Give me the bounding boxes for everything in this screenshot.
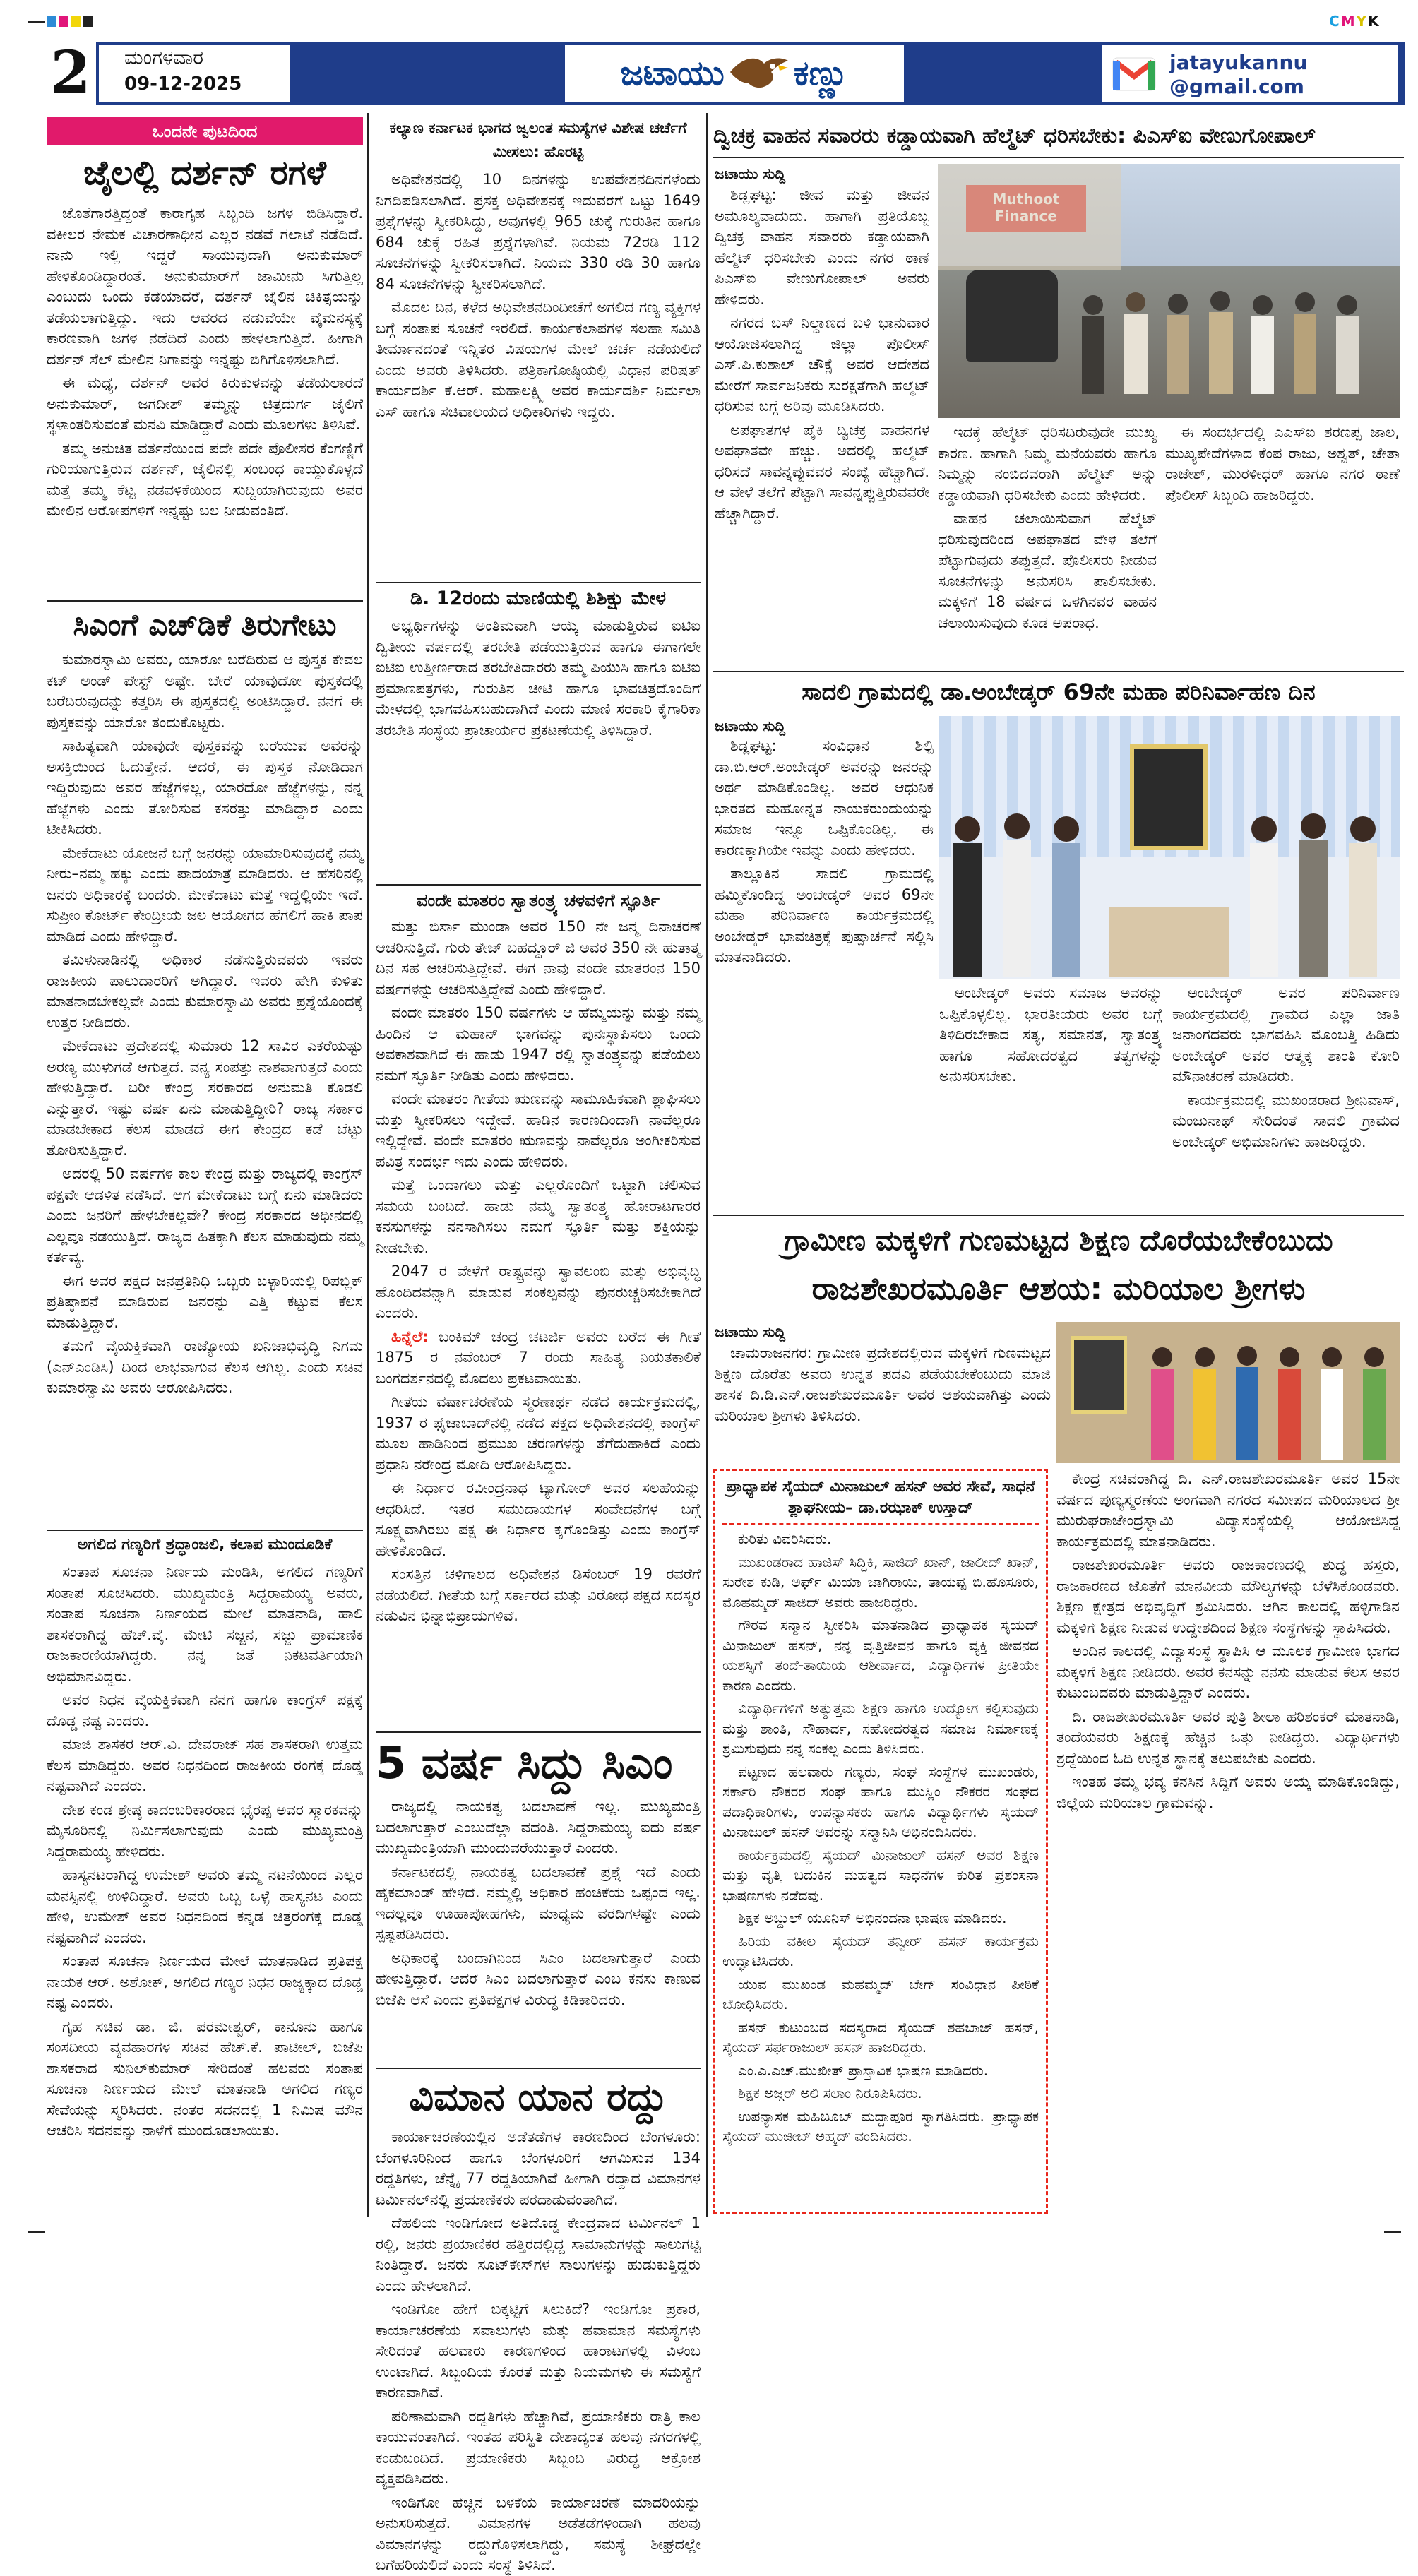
paragraph: ತಾಲ್ಲೂಕಿನ ಸಾದಲಿ ಗ್ರಾಮದಲ್ಲಿ ಹಮ್ಮಿಕೊಂಡಿದ್ದ ಅಂಬೇಡ್ಕರ್ ಅವರ 69ನೇ ಮಹಾ ಪರಿನಿರ್ವಾಣ ಕಾರ್ಯಕ್ರಮದಲ್ಲಿ ಅಂಬೇಡ್ಕರ್ ಭಾವಚಿತ್ರಕ್ಕೆ ಪುಷ್ಪಾರ್ಚನೆ ಸಲ್ಲಿಸಿ ಮಾತನಾಡಿದರು. [715, 865, 934, 965]
article-hdk [47, 650, 363, 1525]
paragraph: ಮಾಜಿ ಶಾಸಕರ ಆರ್.ವಿ. ದೇವರಾಜ್ ಸಹ ಶಾಸಕರಾಗಿ ಉತ್ತಮ ಕೆಲಸ ಮಾಡಿದ್ದರು. ಅವರ ನಿಧನದಿಂದ ರಾಜಕೀಯ ರಂಗಕ್ಕೆ ದೊಡ್ಡ ನಷ್ಟವಾಗಿದೆ ಎಂದರು. [47, 1736, 363, 1794]
paragraph: ಅಂಬೇಡ್ಕರ್ ಅವರು ಸಮಾಜ ಅವರನ್ನು ಒಪ್ಪಿಕೊಳ್ಳಲಿಲ್ಲ. ಭಾರತೀಯರು ಅವರ ಬಗ್ಗೆ ತಿಳಿದಿರಬೇಕಾದ ಸತ್ಯ, ಸಮಾನತೆ, ಸ್ವಾತಂತ್ರ್ಯ ಹಾಗೂ ಸಹೋದರತ್ವದ ತತ್ವಗಳನ್ನು ಅನುಸರಿಸಬೇಕು. [939, 984, 1162, 1085]
boxed-headline: ಪ್ರಾಧ್ಯಾಪಕ ಸೈಯದ್ ಮಿನಾಜುಲ್ ಹಸನ್ ಅವರ ಸೇವೆ, ಸಾಧನೆ ಶ್ಲಾಘನೀಯ– ಡಾ.ರಝಾಕ್ ಉಸ್ತಾದ್ [722, 1477, 1039, 1525]
byline: ಜಟಾಯು ಸುದ್ದಿ [715, 165, 786, 182]
paragraph: ಹಿರಿಯ ವಕೀಲ ಸೈಯದ್ ತನ್ವೀರ್ ಹಸನ್ ಕಾರ್ಯಕ್ರಮ ಉದ್ಘಾಟಿಸಿದರು. [722, 1932, 1039, 1969]
paragraph: ಅದರಲ್ಲಿ 50 ವರ್ಷಗಳ ಕಾಲ ಕೇಂದ್ರ ಮತ್ತು ರಾಜ್ಯದಲ್ಲಿ ಕಾಂಗ್ರೆಸ್ ಪಕ್ಷವೇ ಆಡಳಿತ ನಡೆಸಿದೆ. ಆಗ ಮೇಕೆದಾಟು ಬಗ್ಗೆ ಏನು ಮಾಡಿದರು ಎಂದು ಜನರಿಗೆ ಹೇಳಬೇಕಲ್ಲವೇ? ಕೇಂದ್ರ ಸರಕಾರದ ಅಧೀನದಲ್ಲಿ ಎಲ್ಲವೂ ನಡೆಯುತ್ತಿದೆ. ರಾಜ್ಯದ ಹಿತಕ್ಕಾಗಿ ಕೆಲಸ ಮಾಡುವುದು ನಮ್ಮ ಕರ್ತವ್ಯ. [47, 1165, 363, 1265]
headline-hdk: ಸಿಎಂಗೆ ಎಚ್‌ಡಿಕೆ ತಿರುಗೇಟು [47, 600, 363, 647]
paragraph: ಸಾಹಿತ್ಯವಾಗಿ ಯಾವುದೇ ಪುಸ್ತಕವನ್ನು ಬರೆಯುವ ಅವರನ್ನು ಅಸಕ್ತಿಯಿಂದ ಓದುತ್ತೇನೆ. ಆದರೆ, ಈ ಪುಸ್ತಕ ನೋಡಿದಾಗ ಇದ್ದಿರುವುದು ಅವರ ಹೆಜ್ಜೆಗಳಲ್ಲ, ಯಾರದೋ ಹೆಜ್ಜೆಗಳನ್ನು, ನನ್ನ ಹೆಜ್ಜೆಗಳು ಎಂದು ತೋರಿಸುವ ಕಸರತ್ತು ಮಾಡಿದ್ದಾರೆ ಎಂದು ಟೀಕಿಸಿದರು. [47, 737, 363, 837]
article-apprentice-fair [376, 616, 701, 881]
paragraph: ಅಂದಿನ ಕಾಲದಲ್ಲಿ ವಿದ್ಯಾಸಂಸ್ಥೆ ಸ್ಥಾಪಿಸಿ ಆ ಮೂಲಕ ಗ್ರಾಮೀಣ ಭಾಗದ ಮಕ್ಕಳಿಗೆ ಶಿಕ್ಷಣ ನೀಡಿದರು. ಅವರ ಕನಸನ್ನು ನನಸು ಮಾಡುವ ಕೆಲಸ ಅವರ ಕುಟುಂಬದವರು ಮಾಡುತ್ತಿದ್ದಾರೆ ಎಂದರು. [1056, 1642, 1400, 1701]
headline-flights-cancelled: ವಿಮಾನ ಯಾನ ರದ್ದು [376, 2068, 701, 2124]
paragraph: ಸಂಸತ್ತಿನ ಚಳಿಗಾಲದ ಅಧಿವೇಶನ ಡಿಸೆಂಬರ್ 19 ರವರೆಗೆ ನಡೆಯಲಿದೆ. ಗೀತೆಯ ಬಗ್ಗೆ ಸರ್ಕಾರದ ಮತ್ತು ವಿರೋಧ ಪಕ್ಷದ ಸದಸ್ಯರ ನಡುವಿನ ಭಿನ್ನಾಭಿಪ್ರಾಯಗಳಿವೆ. [376, 1566, 701, 1624]
crop-mark-bottom-left [28, 2231, 45, 2233]
headline-education-line1: ಗ್ರಾಮೀಣ ಮಕ್ಕಳಿಗೆ ಗುಣಮಟ್ಟದ ಶಿಕ್ಷಣ ದೊರೆಯಬೇಕೆಂಬುದು [713, 1215, 1404, 1265]
eagle-icon [729, 51, 790, 96]
paragraph [376, 1327, 701, 1390]
paragraph: ಶಿಕ್ಷಕ ಅಬ್ದುಲ್ ಯೂನಿಸ್ ಅಭಿನಂದನಾ ಭಾಷಣ ಮಾಡಿದರು. [738, 1909, 1007, 1926]
paragraph: ಚಾಮರಾಜನಗರ: ಗ್ರಾಮೀಣ ಪ್ರದೇಶದಲ್ಲಿರುವ ಮಕ್ಕಳಿಗೆ ಗುಣಮಟ್ಟದ ಶಿಕ್ಷಣ ದೊರೆತು ಅವರು ಉನ್ನತ ಪದವಿ ಪಡೆಯಬೇಕೆಂಬುದು ಮಾಜಿ ಶಾಸಕ ದಿ.ಡಿ.ಎನ್.ರಾಜಶೇಖರಮೂರ್ತಿ ಅವರ ಆಶಯವಾಗಿತ್ತು ಎಂದು ಮರಿಯಾಲ ಶ್ರೀಗಳು ತಿಳಿಸಿದರು. [715, 1344, 1051, 1424]
paragraph: ರಾಜ್ಯದಲ್ಲಿ ನಾಯಕತ್ವ ಬದಲಾವಣೆ ಇಲ್ಲ. ಮುಖ್ಯಮಂತ್ರಿ ಬದಲಾಗುತ್ತಾರೆ ಎಂಬುದೆಲ್ಲಾ ವದಂತಿ. ಸಿದ್ದರಾಮಯ್ಯ ಐದು ವರ್ಷ ಮುಖ್ಯಮಂತ್ರಿಯಾಗಿ ಮುಂದುವರೆಯುತ್ತಾರೆ ಎಂದರು. [376, 1798, 701, 1856]
boxed-story [713, 1469, 1048, 2214]
paragraph: ಮೊದಲ ದಿನ, ಕಳೆದ ಅಧಿವೇಶನದಿಂದೀಚೆಗೆ ಅಗಲಿದ ಗಣ್ಯ ವ್ಯಕ್ತಿಗಳ ಬಗ್ಗೆ ಸಂತಾಪ ಸೂಚನೆ ಇರಲಿದೆ. ಕಾರ್ಯಕಲಾಪಗಳ ಸಲಹಾ ಸಮಿತಿ ತೀರ್ಮಾನದಂತೆ ಇನ್ನಿತರ ವಿಷಯಗಳ ಮೇಲೆ ಚರ್ಚೆ ನಡೆಯಲಿದೆ ಎಂದು ಅವರು ತಿಳಿಸಿದರು. ಪತ್ರಿಕಾಗೋಷ್ಠಿಯಲ್ಲಿ ವಿಧಾನ ಪರಿಷತ್ ಕಾರ್ಯದರ್ಶಿ ಕೆ.ಆರ್. ಮಹಾಲಕ್ಷ್ಮಿ ಅವರ ಕಾರ್ಯದರ್ಶಿ ನಿರ್ಮಲಾ ಎಸ್ ಹಾಗೂ ಸಚಿವಾಲಯದ ಅಧಿಕಾರಿಗಳು ಇದ್ದರು. [376, 299, 701, 420]
paragraph: ಸಂತಾಪ ಸೂಚನಾ ನಿರ್ಣಯದ ಮೇಲೆ ಮಾತನಾಡಿದ ಪ್ರತಿಪಕ್ಷ ನಾಯಕ ಆರ್. ಅಶೋಕ್, ಅಗಲಿದ ಗಣ್ಯರ ನಿಧನ ರಾಜ್ಯಕ್ಕಾದ ದೊಡ್ಡ ನಷ್ಟ ಎಂದರು. [47, 1952, 363, 2011]
column-rule-1 [367, 113, 369, 2217]
paragraph: ಶಿಡ್ಲಘಟ್ಟ: ಸಂವಿಧಾನ ಶಿಲ್ಪಿ ಡಾ.ಬಿ.ಆರ್.ಅಂಬೇಡ್ಕರ್ ಅವರನ್ನು ಜನರನ್ನು ಅರ್ಥ ಮಾಡಿಕೊಂಡಿಲ್ಲ. ಅವರ ಆಧುನಿಕ ಭಾರತದ ಮಹೋನ್ನತ ನಾಯಕರುಂದುಯನ್ನು ಸಮಾಜ ಇನ್ನೂ ಒಪ್ಪಿಕೊಂಡಿಲ್ಲ. ಈ ಕಾರಣಕ್ಕಾಗಿಯೇ ಇವನ್ನು ಎಂದು ಹೇಳಿದರು. [715, 737, 934, 859]
logo-text-left: ಜಟಾಯು [620, 53, 725, 93]
headline-helmet: ದ್ವಿಚಕ್ರ ವಾಹನ ಸವಾರರು ಕಡ್ಡಾಯವಾಗಿ ಹೆಲ್ಮೆಟ್ ಧರಿಸಬೇಕು: ಪಿಎಸ್‌ಐ ವೇಣುಗೋಪಾಲ್ [713, 116, 1404, 158]
paragraph: ಹಾಸ್ಯನಟರಾಗಿದ್ದ ಉಮೇಶ್ ಅವರು ತಮ್ಮ ನಟನೆಯಿಂದ ಎಲ್ಲರ ಮನಸ್ಸಿನಲ್ಲಿ ಉಳಿದಿದ್ದಾರೆ. ಅವರು ಒಬ್ಬ ಒಳ್ಳೆ ಹಾಸ್ಯನಟ ಎಂದು ಹೇಳಿ, ಉಮೇಶ್ ಅವರ ನಿಧನದಿಂದ ಕನ್ನಡ ಚಿತ್ರರಂಗಕ್ಕೆ ದೊಡ್ಡ ನಷ್ಟವಾಗಿದೆ ಎಂದರು. [47, 1866, 363, 1946]
paragraph: ಮುಖಂಡರಾದ ಹಾಜಿಸ್ ಸಿದ್ದಿಕಿ, ಸಾಜಿದ್ ಖಾನ್, ಜಾಲೀದ್ ಖಾನ್, ಸುರೇಶ ಕುಡಿ, ಅರ್ಫ್ ಮಿಯಾ ಜಾಗಿರಾಯಿ, ತಾಯಪ್ಪ ಬಿ.ಹೊಸೂರು, ಮೊಹಮ್ಮದ್ ಸಾಜಿದ್ ಅವರು ಹಾಜರಿದ್ದರು. [722, 1553, 1039, 1611]
paragraph: ದಿ. ರಾಜಶೇಖರಮೂರ್ತಿ ಅವರ ಪುತ್ರಿ ಶೀಲಾ ಹರಿಶಂಕರ್ ಮಾತನಾಡಿ, ತಂದೆಯವರು ಶಿಕ್ಷಣಕ್ಕೆ ಹೆಚ್ಚಿನ ಒತ್ತು ನೀಡಿದ್ದರು. ವಿದ್ಯಾರ್ಥಿಗಳು ಶ್ರದ್ಧೆಯಿಂದ ಓದಿ ಉನ್ನತ ಸ್ಥಾನಕ್ಕೆ ತಲುಪಬೇಕು ಎಂದರು. [1056, 1707, 1400, 1767]
issue-date: 09-12-2025 [124, 73, 242, 95]
paragraph: ತಮಗೆ ವೈಯಕ್ತಿಕವಾಗಿ ರಾಜ್ಯೋಯ ಖನಿಜಾಭಿವೃದ್ಧಿ ನಿಗಮ (ಎನ್‌ಎಂಡಿಸಿ) ದಿಂದ ಲಾಭವಾಗುವ ಕೆಲಸ ಆಗಿಲ್ಲ. ಎಂದು ಸಚಿವ ಕುಮಾರಸ್ವಾಮಿ ಅವರು ಆರೋಪಿಸಿದರು. [47, 1337, 363, 1396]
article-vande-mataram [376, 917, 701, 1727]
crop-mark-top-left [28, 21, 45, 23]
ambedkar-event-photo [939, 716, 1400, 979]
mail-box [1102, 45, 1398, 102]
paragraph: ಕರ್ನಾಟಕದಲ್ಲಿ ನಾಯಕತ್ವ ಬದಲಾವಣೆ ಪ್ರಶ್ನೆ ಇದೆ ಎಂದು ಹೈಕಮಾಂಡ್ ಹೇಳಿದೆ. ನಮ್ಮಲ್ಲಿ ಅಧಿಕಾರ ಹಂಚಿಕೆಯ ಒಪ್ಪಂದ ಇಲ್ಲ. ಇದೆಲ್ಲವೂ ಊಹಾಪೋಹಗಳು, ಮಾಧ್ಯಮ ವರದಿಗಳಷ್ಟೇ ಎಂದು ಸ್ಪಷ್ಟಪಡಿಸಿದರು. [376, 1863, 701, 1943]
headline-siddu-cm: 5 ವರ್ಷ ಸಿದ್ದು ಸಿಎಂ [376, 1731, 701, 1794]
paragraph: ಶಿಕ್ಷಕ ಅಜ್ಗರ್ ಅಲಿ ಸಲಾಂ ನಿರೂಪಿಸಿದರು. [738, 2085, 922, 2101]
paragraph: ಮೇಕೆದಾಟು ಯೋಜನೆ ಬಗ್ಗೆ ಜನರನ್ನು ಯಾಮಾರಿಸುವುದಕ್ಕೆ ನಮ್ಮ ನೀರು–ನಮ್ಮ ಹಕ್ಕು ಎಂದು ಪಾದಯಾತ್ರೆ ಮಾಡಿದರು. ಆ ಹೆಸರಿನಲ್ಲಿ ಜನರು ಅಧಿಕಾರಕ್ಕೆ ಬಂದರು. ಮೇಕೆದಾಟು ಮತ್ತೆ ಇದ್ದಲ್ಲಿಯೇ ಇದೆ. ಸುಪ್ರೀಂ ಕೋರ್ಟ್ ಕೇಂದ್ರೀಯ ಜಲ ಆಯೋಗದ ಹೆಗಲಿಗೆ ಹಾಕಿ ಪಾಪ ಮಾಡಿದೆ ಎಂದು ಹೇಳಿದ್ದಾರೆ. [47, 844, 363, 945]
cmyk-marks: C M Y K [1329, 13, 1379, 30]
column-rule-2 [706, 113, 708, 2217]
paragraph: ಸಂತಾಪ ಸೂಚನಾ ನಿರ್ಣಯ ಮಂಡಿಸಿ, ಅಗಲಿದ ಗಣ್ಯರಿಗೆ ಸಂತಾಪ ಸೂಚಿಸಿದರು. ಮುಖ್ಯಮಂತ್ರಿ ಸಿದ್ದರಾಮಯ್ಯ ಅವರು, ಸಂತಾಪ ಸೂಚನಾ ನಿರ್ಣಯದ ಮೇಲೆ ಮಾತನಾಡಿ, ಹಾಲಿ ಶಾಸಕರಾಗಿದ್ದ ಹೆಚ್.ವೈ. ಮೇಟಿ ಸಜ್ಜನ, ಸಜ್ಜು ಪ್ರಾಮಾಣಿಕ ರಾಜಕಾರಣಿಯಾಗಿದ್ದರು. ನನ್ನ ಜತೆ ನಿಕಟವರ್ತಿಯಾಗಿ ಅಭಿಮಾನವಿದ್ದರು. [47, 1563, 363, 1685]
mail-domain: @gmail.com [1169, 75, 1304, 98]
gmail-icon [1112, 54, 1157, 93]
helmet-awareness-photo [938, 164, 1400, 418]
article-education-b [1056, 1469, 1400, 2214]
people-group [1072, 284, 1390, 404]
paragraph: ಅಪಘಾತಗಳ ಪೈಕಿ ದ್ವಿಚಕ್ರ ವಾಹನಗಳ ಅಪಘಾತವೇ ಹೆಚ್ಚು. ಅದರಲ್ಲಿ ಹೆಲ್ಮೆಟ್ ಧರಿಸದೆ ಸಾವನ್ನಪ್ಪುವವರ ಸಂಖ್ಯೆ ಹೆಚ್ಚಾಗಿದೆ. ಆ ವೇಳೆ ತಲೆಗೆ ಪೆಟ್ಟಾಗಿ ಸಾವನ್ನಪ್ಪುತ್ತಿರುವವರೇ ಹೆಚ್ಚಾಗಿದ್ದಾರೆ. [715, 421, 929, 522]
paragraph: ವಂದೇ ಮಾತರಂ 150 ವರ್ಷಗಳು ಆ ಹೆಮ್ಮೆಯನ್ನು ಮತ್ತು ನಮ್ಮ ಹಿಂದಿನ ಆ ಮಹಾನ್ ಭಾಗವನ್ನು ಪುನಃಸ್ಥಾಪಿಸಲು ಒಂದು ಅವಕಾಶವಾಗಿದೆ ಈ ಹಾಡು 1947 ರಲ್ಲಿ ಸ್ವಾತಂತ್ರ್ಯವನ್ನು ಪಡೆಯಲು ನಮಗೆ ಸ್ಫೂರ್ತಿ ನೀಡಿತು ಎಂದು ಹೇಳಿದರು. [376, 1004, 701, 1084]
paragraph: ಈಗ ಅವರ ಪಕ್ಷದ ಜನಪ್ರತಿನಿಧಿ ಒಬ್ಬರು ಬಳ್ಳಾರಿಯಲ್ಲಿ ರಿಪಬ್ಲಿಕ್ ಪ್ರತಿಷ್ಠಾಪನೆ ಮಾಡಿರುವ ಜನರನ್ನು ಎತ್ತಿ ಕಟ್ಟುವ ಕೆಲಸ ಮಾಡುತ್ತಿದ್ದಾರೆ. [47, 1272, 363, 1331]
education-event-photo [1056, 1322, 1400, 1463]
paragraph: ಈ ಮಧ್ಯೆ, ದರ್ಶನ್ ಅವರ ಕಿರುಕುಳವನ್ನು ತಡೆಯಲಾರದೆ ಅನುಕುಮಾರ್, ಜಗದೀಶ್ ತಮ್ಮನ್ನು ಚಿತ್ರದುರ್ಗ ಜೈಲಿಗೆ ಸ್ಥಳಾಂತರಿಸುವಂತೆ ಮನವಿ ಮಾಡಿದ್ದಾರೆ ಎಂದು ಮೂಲಗಳು ತಿಳಿಸಿವೆ. [47, 374, 363, 433]
paragraph: ಈ ನಿರ್ಧಾರ ರವೀಂದ್ರನಾಥ ಟ್ಯಾಗೋರ್ ಅವರ ಸಲಹೆಯನ್ನು ಆಧರಿಸಿದೆ. ಇತರ ಸಮುದಾಯಗಳ ಸಂವೇದನೆಗಳ ಬಗ್ಗೆ ಸೂಕ್ಷ್ಮವಾಗಿರಲು ಪಕ್ಷ ಈ ನಿರ್ಧಾರ ಕೈಗೊಂಡಿತ್ತು ಎಂದು ಕಾಂಗ್ರೆಸ್ ಹೇಳಿಕೊಂಡಿದೆ. [376, 1479, 701, 1559]
crop-mark-bottom-right [1384, 2231, 1401, 2233]
paragraph: ಗೃಹ ಸಚಿವ ಡಾ. ಜಿ. ಪರಮೇಶ್ವರ್, ಕಾನೂನು ಹಾಗೂ ಸಂಸದೀಯ ವ್ಯವಹಾರಗಳ ಸಚಿವ ಹೆಚ್.ಕೆ. ಪಾಟೀಲ್, ಬಿಜೆಪಿ ಶಾಸಕರಾದ ಸುನಿಲ್‌ಕುಮಾರ್ ಸೇರಿದಂತೆ ಹಲವರು ಸಂತಾಪ ಸೂಚನಾ ನಿರ್ಣಯದ ಮೇಲೆ ಮಾತನಾಡಿ ಅಗಲಿದ ಗಣ್ಯರ ಸೇವೆಯನ್ನು ಸ್ಮರಿಸಿದರು. ನಂತರ ಸದನದಲ್ಲಿ 1 ನಿಮಿಷ ಮೌನ ಆಚರಿಸಿ ಸದನವನ್ನು ನಾಳೆಗೆ ಮುಂದೂಡಲಾಯಿತು. [47, 2017, 363, 2139]
paragraph: ಅಧಿಕಾರಕ್ಕೆ ಬಂದಾಗಿನಿಂದ ಸಿಎಂ ಬದಲಾಗುತ್ತಾರೆ ಎಂದು ಹೇಳುತ್ತಿದ್ದಾರೆ. ಆದರೆ ಸಿಎಂ ಬದಲಾಗುತ್ತಾರೆ ಎಂಬ ಕನಸು ಕಾಣುವ ಬಿಜೆಪಿ ಆಸೆ ಎಂದು ಪ್ರತಿಪಕ್ಷಗಳ ವಿರುದ್ಧ ಕಿಡಿಕಾರಿದರು. [376, 1949, 701, 2008]
paragraph: ಕಾರ್ಯಾಚರಣೆಯಲ್ಲಿನ ಅಡೆತಡೆಗಳ ಕಾರಣದಿಂದ ಬೆಂಗಳೂರು: ಬೆಂಗಳೂರಿನಿಂದ ಹಾಗೂ ಬೆಂಗಳೂರಿಗೆ ಆಗಮಿಸುವ 134 ರದ್ದತಿಗಳು, ಚೆನ್ನೈ 77 ರದ್ದತಿಯಾಗಿವೆ ಹೀಗಾಗಿ ರದ್ದಾದ ವಿಮಾನಗಳ ಟರ್ಮಿನಲ್‌ನಲ್ಲಿ ಪ್ರಯಾಣಿಕರು ಪರದಾಡುವಂತಾಗಿದೆ. [376, 2128, 701, 2208]
paragraph: ತಮ್ಮ ಅನುಚಿತ ವರ್ತನೆಯಿಂದ ಪದೇ ಪದೇ ಪೊಲೀಸರ ಕೆಂಗಣ್ಣಿಗೆ ಗುರಿಯಾಗುತ್ತಿರುವ ದರ್ಶನ್, ಜೈಲಿನಲ್ಲಿ ಸಂಬಂಧ ಕಾಯ್ದುಕೊಳ್ಳದೆ ಮತ್ತೆ ತಮ್ಮ ಕೆಟ್ಟ ನಡವಳಿಕೆಯಿಂದ ಸುದ್ದಿಯಾಗಿರುವುದು ಅವರ ಮೇಲಿನ ಆರೋಪಗಳಿಗೆ ಇನ್ನಷ್ಟು ಬಲ ನೀಡುವಂತಿದೆ. [47, 439, 363, 519]
paragraph: ಮೇಕೆದಾಟು ಪ್ರದೇಶದಲ್ಲಿ ಸುಮಾರು 12 ಸಾವಿರ ಎಕರೆಯಷ್ಟು ಅರಣ್ಯ ಮುಳುಗಡೆ ಆಗುತ್ತದೆ. ವನ್ಯ ಸಂಪತ್ತು ನಾಶವಾಗುತ್ತದೆ ಎಂದು ಹೇಳುತ್ತಿದ್ದಾರೆ. ಬರೀ ಕೇಂದ್ರ ಸರಕಾರದ ಅನುಮತಿ ಕೊಡಲಿ ಎನ್ನುತ್ತಾರೆ. ಇಷ್ಟು ವರ್ಷ ಏನು ಮಾಡುತ್ತಿದ್ದೀರಿ? ರಾಜ್ಯ ಸರ್ಕಾರ ಮಾಡಬೇಕಾದ ಕೆಲಸ ಮಾಡದೆ ಈಗ ಕೇಂದ್ರದ ಕಡೆ ಬೆಟ್ಟು ತೋರಿಸುತ್ತಿದ್ದಾರೆ. [47, 1037, 363, 1159]
byline: ಜಟಾಯು ಸುದ್ದಿ [715, 1323, 786, 1340]
boxed-body [722, 1529, 1039, 2193]
paragraph: ಇಂಡಿಗೋ ಹೆಚ್ಚಿನ ಬಳಕೆಯ ಕಾರ್ಯಾಚರಣೆ ಮಾದರಿಯನ್ನು ಅನುಸರಿಸುತ್ತದೆ. ವಿಮಾನಗಳ ಅಡೆತಡೆಗಳಿಂದಾಗಿ ಹಲವು ವಿಮಾನಗಳನ್ನು ರದ್ದುಗೊಳಿಸಲಾಗಿದ್ದು, ಸಮಸ್ಯೆ ಶೀಘ್ರದಲ್ಲೇ ಬಗೆಹರಿಯಲಿದೆ ಎಂದು ಸಂಸ್ಥೆ ತಿಳಿಸಿದೆ. [376, 2493, 701, 2573]
paragraph: ಕುರಿತು ವಿವರಿಸಿದರು. [738, 1530, 832, 1547]
article-siddu-cm [376, 1796, 701, 2065]
article-helmet-c [1165, 422, 1400, 667]
paragraph: ವಿದ್ಯಾರ್ಥಿಗಳಿಗೆ ಅತ್ಯುತ್ತಮ ಶಿಕ್ಷಣ ಹಾಗೂ ಉದ್ಯೋಗ ಕಲ್ಪಿಸುವುದು ಮತ್ತು ಶಾಂತಿ, ಸೌಹಾರ್ದ, ಸಹೋದರತ್ವದ ಸಮಾಜ ನಿರ್ಮಾಣಕ್ಕೆ ಶ್ರಮಿಸುವುದು ನನ್ನ ಸಂಕಲ್ಪ ಎಂದು ತಿಳಿಸಿದರು. [722, 1700, 1039, 1757]
paragraph: ಮತ್ತು ಬಿರ್ಸಾ ಮುಂಡಾ ಅವರ 150 ನೇ ಜನ್ಮ ದಿನಾಚರಣೆ ಆಚರಿಸುತ್ತಿದೆ. ಗುರು ತೇಜ್ ಬಹದ್ದೂರ್ ಜಿ ಅವರ 350 ನೇ ಹುತಾತ್ಮ ದಿನ ಸಹ ಆಚರಿಸುತ್ತಿದ್ದೇವೆ. ಈಗ ನಾವು ವಂದೇ ಮಾತರಂನ 150 ವರ್ಷಗಳನ್ನು ಆಚರಿಸುತ್ತಿದ್ದೇವೆ ಎಂದು ಹೇಳಿದ್ದಾರೆ. [376, 918, 701, 998]
headline-education-line2: ರಾಜಶೇಖರಮೂರ್ತಿ ಆಶಯ: ಮರಿಯಾಲ ಶ್ರೀಗಳು [811, 1271, 1306, 1307]
paragraph: ದೇಶ ಕಂಡ ಶ್ರೇಷ್ಠ ಕಾದಂಬರಿಕಾರರಾದ ಭೈರಪ್ಪ ಅವರ ಸ್ಮಾರಕವನ್ನು ಮೈಸೂರಿನಲ್ಲಿ ನಿರ್ಮಿಸಲಾಗುವುದು ಎಂದು ಮುಖ್ಯಮಂತ್ರಿ ಸಿದ್ದರಾಮಯ್ಯ ಹೇಳಿದರು. [47, 1801, 363, 1860]
article-ambedkar-a [715, 736, 934, 1182]
paragraph: ಕಾರ್ಯಕ್ರಮದಲ್ಲಿ ಸೈಯದ್ ಮಿನಾಜುಲ್ ಹಸನ್ ಅವರ ಶಿಕ್ಷಣ ಮತ್ತು ವೃತ್ತಿ ಬದುಕಿನ ಮಹತ್ವದ ಸಾಧನೆಗಳ ಕುರಿತ ಪ್ರಶಂಸನಾ ಭಾಷಣಗಳು ನಡೆದವು. [722, 1846, 1039, 1904]
paragraph: ತಮಿಳುನಾಡಿನಲ್ಲಿ ಅಧಿಕಾರ ನಡೆಸುತ್ತಿರುವವರು ಇವರು ರಾಜಕೀಯ ಪಾಲುದಾರರಿಗೆ ಅಗಿದ್ದಾರೆ. ಇವರು ಹೇಗಿ ಕುಳಿತು ಮಾತನಾಡಬೇಕಲ್ಲವೇ ಎಂದು ಕುಮಾರಸ್ವಾಮಿ ಅವರು ಪ್ರಶ್ನೆಯೊಂದಕ್ಕೆ ಉತ್ತರ ನೀಡಿದರು. [47, 951, 363, 1031]
people-group [1141, 1336, 1400, 1463]
building [938, 164, 1121, 270]
article-darshan [47, 203, 363, 599]
page-number: 2 [45, 40, 96, 106]
paragraph: ಯುವ ಮುಖಂಡ ಮಹಮ್ಮದ್ ಬೇಗ್ ಸಂವಿಧಾನ ಪೀಠಿಕೆ ಬೋಧಿಸಿದರು. [722, 1975, 1039, 2012]
paragraph: ನಗರದ ಬಸ್ ನಿಲ್ದಾಣದ ಬಳಿ ಭಾನುವಾರ ಆಯೋಜಿಸಲಾಗಿದ್ದ ಜಿಲ್ಲಾ ಪೊಲೀಸ್ ಎಸ್.ಪಿ.ಕುಶಾಲ್ ಚೌಕ್ಸೆ ಅವರ ಆದೇಶದ ಮೇರೆಗೆ ಸಾರ್ವಜನಿಕರು ಸುರಕ್ಷತೆಗಾಗಿ ಹೆಲ್ಮೆಟ್ ಧರಿಸುವ ಬಗ್ಗೆ ಅರಿವು ಮೂಡಿಸಿದರು. [715, 314, 929, 415]
logo-text-right: ಕಣ್ಣು [793, 53, 849, 93]
mail-user: jatayukannu [1169, 51, 1308, 74]
paragraph: ಅಂಬೇಡ್ಕರ್ ಅವರ ಪರಿನಿರ್ವಾಣ ಕಾರ್ಯಕ್ರಮದಲ್ಲಿ ಗ್ರಾಮದ ಎಲ್ಲಾ ಜಾತಿ ಜನಾಂಗದವರು ಭಾಗವಹಿಸಿ ಮೊಂಬತ್ತಿ ಹಿಡಿದು ಅಂಬೇಡ್ಕರ್ ಅವರ ಆತ್ಮಕ್ಕೆ ಶಾಂತಿ ಕೋರಿ ಮೌನಾಚರಣೆ ಮಾಡಿದರು. [1172, 984, 1400, 1085]
article-education-a [715, 1343, 1051, 1462]
portrait-frame [1071, 1336, 1127, 1414]
paragraph: ಶಿಡ್ಲಘಟ್ಟ: ಜೀವ ಮತ್ತು ಜೀವನ ಅಮೂಲ್ಯವಾದುದು. ಹಾಗಾಗಿ ಪ್ರತಿಯೊಬ್ಬ ದ್ವಿಚಕ್ರ ವಾಹನ ಸವಾರರು ಕಡ್ಡಾಯವಾಗಿ ಹೆಲ್ಮೆಟ್ ಧರಿಸಬೇಕು ಎಂದು ನಗರ ಠಾಣೆ ಪಿಎಸ್‌ಐ ವೇಣುಗೋಪಾಲ್ ಅವರು ಹೇಳಿದರು. [715, 186, 929, 308]
paragraph: ವಂದೇ ಮಾತರಂ ಗೀತೆಯ ಋಣವನ್ನು ಸಾಮೂಹಿಕವಾಗಿ ಶ್ಲಾಘಿಸಲು ಮತ್ತು ಸ್ವೀಕರಿಸಲು ಇದ್ದೇವೆ. ಹಾಡಿನ ಕಾರಣದಿಂದಾಗಿ ನಾವೆಲ್ಲರೂ ಇಲ್ಲಿದ್ದೇವೆ. ವಂದೇ ಮಾತರಂ ಋಣವನ್ನು ನಾವೆಲ್ಲರೂ ಅಂಗೀಕರಿಸುವ ಪವಿತ್ರ ಸಂದರ್ಭ ಇದು ಎಂದು ಹೇಳಿದರು. [376, 1090, 701, 1170]
weekday: ಮಂಗಳವಾರ [124, 46, 204, 69]
paragraph: ಪಟ್ಟಣದ ಹಲವಾರು ಗಣ್ಯರು, ಸಂಘ ಸಂಸ್ಥೆಗಳ ಮುಖಂಡರು, ಸರ್ಕಾರಿ ನೌಕರರ ಸಂಘ ಹಾಗೂ ಮುಸ್ಲಿಂ ನೌಕರರ ಸಂಘದ ಪದಾಧಿಕಾರಿಗಳು, ಉಪನ್ಯಾಸಕರು ಹಾಗೂ ವಿದ್ಯಾರ್ಥಿಗಳು ಸೈಯದ್ ಮಿನಾಜುಲ್ ಹಸನ್ ಅವರನ್ನು ಸನ್ಮಾನಿಸಿ ಅಭಿನಂದಿಸಿದರು. [722, 1763, 1039, 1840]
paragraph: ಪರಿಣಾಮವಾಗಿ ರದ್ದತಿಗಳು ಹೆಚ್ಚಾಗಿವೆ, ಪ್ರಯಾಣಿಕರು ರಾತ್ರಿ ಕಾಲ ಕಾಯುವಂತಾಗಿದೆ. ಇಂತಹ ಪರಿಸ್ಥಿತಿ ದೇಶಾದ್ಯಂತ ಹಲವು ನಗರಗಳಲ್ಲಿ ಕಂಡುಬಂದಿದೆ. ಪ್ರಯಾಣಿಕರು ಸಿಬ್ಬಂದಿ ವಿರುದ್ಧ ಆಕ್ರೋಶ ವ್ಯಕ್ತಪಡಿಸಿದರು. [376, 2407, 701, 2487]
paragraph: ಅಭ್ಯರ್ಥಿಗಳನ್ನು ಅಂತಿಮವಾಗಿ ಆಯ್ಕೆ ಮಾಡುತ್ತಿರುವ ಐಟಿಐ ದ್ವಿತೀಯ ವರ್ಷದಲ್ಲಿ ತರಬೇತಿ ಪಡೆಯುತ್ತಿರುವ ಹಾಗೂ ಈಗಾಗಲೇ ಐಟಿಐ ಉತ್ತೀರ್ಣರಾದ ತರಬೇತಿದಾರರು ತಮ್ಮ ಪಿಯುಸಿ ಹಾಗೂ ಐಟಿಐ ಪ್ರಮಾಣಪತ್ರಗಳು, ಗುರುತಿನ ಚೀಟಿ ಹಾಗೂ ಭಾವಚಿತ್ರದೊಂದಿಗೆ ಮೇಳದಲ್ಲಿ ಭಾಗವಹಿಸಬಹುದಾಗಿದೆ ಎಂದು ಮಾಣಿ ಸರಕಾರಿ ಕೈಗಾರಿಕಾ ತರಬೇತಿ ಸಂಸ್ಥೆಯ ಪ್ರಾಚಾರ್ಯರ ಪ್ರಕಟಣೆಯಲ್ಲಿ ತಿಳಿಸಿದ್ದಾರೆ. [376, 617, 701, 739]
article-horatti [376, 169, 701, 579]
headline-vande-mataram: ವಂದೇ ಮಾತರಂ ಸ್ವಾತಂತ್ರ್ಯ ಚಳವಳಿಗೆ ಸ್ಫೂರ್ತಿ [376, 884, 701, 915]
date-box [99, 45, 290, 102]
paragraph: ಗೌರವ ಸನ್ಮಾನ ಸ್ವೀಕರಿಸಿ ಮಾತನಾಡಿದ ಪ್ರಾಧ್ಯಾಪಕ ಸೈಯದ್ ಮಿನಾಜುಲ್ ಹಸನ್, ನನ್ನ ವೃತ್ತಿಜೀವನ ಹಾಗೂ ವ್ಯಕ್ತಿ ಜೀವನದ ಯಶಸ್ಸಿಗೆ ತಂದೆ-ತಾಯಿಯ ಆಶೀರ್ವಾದ, ವಿದ್ಯಾರ್ಥಿಗಳ ಪ್ರೀತಿಯೇ ಕಾರಣ ಎಂದರು. [722, 1616, 1039, 1694]
paragraph: ಇಂಡಿಗೋ ಹೇಗೆ ಬಿಕ್ಕಟ್ಟಿಗೆ ಸಿಲುಕಿದೆ? ಇಂಡಿಗೋ ಪ್ರಕಾರ, ಕಾರ್ಯಾಚರಣೆಯ ಸವಾಲುಗಳು ಮತ್ತು ಹವಾಮಾನ ಸಮಸ್ಯೆಗಳು ಸೇರಿದಂತೆ ಹಲವಾರು ಕಾರಣಗಳಿಂದ ಹಾರಾಟಗಳಲ್ಲಿ ವಿಳಂಬ ಉಂಟಾಗಿದೆ. ಸಿಬ್ಬಂದಿಯ ಕೊರತೆ ಮತ್ತು ನಿಯಮಗಳು ಈ ಸಮಸ್ಯೆಗೆ ಕಾರಣವಾಗಿವೆ. [376, 2301, 701, 2401]
byline: ಜಟಾಯು ಸುದ್ದಿ [715, 717, 786, 734]
headline-darshan: ಜೈಲಲ್ಲಿ ದರ್ಶನ್ ರಗಳೆ [83, 153, 326, 193]
paragraph-text: ಬಂಕಿಮ್ ಚಂದ್ರ ಚಟರ್ಜಿ ಅವರು ಬರೆದ ಈ ಗೀತೆ 1875 ರ ನವೆಂಬರ್ 7 ರಂದು ಸಾಹಿತ್ಯ ನಿಯತಕಾಲಿಕೆ ಬಂಗದರ್ಶನದಲ್ಲಿ ಮೊದಲು ಪ್ರಕಟವಾಯಿತು. [376, 1328, 701, 1387]
paragraph: ಇಂತಹ ತಮ್ಮ ಭವ್ಯ ಕನಸಿನ ಸಿದ್ದಿಗೆ ಅವರು ಅಯ್ಕೆ ಮಾಡಿಕೊಂಡಿದ್ದು, ಜಿಲ್ಲೆಯ ಮರಿಯಾಲ ಗ್ರಾಮವನ್ನು. [1056, 1773, 1400, 1811]
article-helmet-a [715, 185, 929, 572]
paragraph: 2047 ರ ವೇಳೆಗೆ ರಾಷ್ಟ್ರವನ್ನು ಸ್ವಾವಲಂಬಿ ಮತ್ತು ಅಭಿವೃದ್ಧಿ ಹೊಂದಿದವನ್ನಾಗಿ ಮಾಡುವ ಸಂಕಲ್ಪವನ್ನು ಪುನರುಚ್ಚರಿಸಬೇಕಾಗಿದೆ ಎಂದರು. [376, 1263, 701, 1321]
paragraph: ಈ ಸಂದರ್ಭದಲ್ಲಿ ಎಎಸ್‌ಐ ಶರಣಪ್ಪ ಜಾಲ, ಮುಖ್ಯಪೇದೆಗಳಾದ ಕೆಂಪ ರಾಜು, ಅಶ್ವತ್, ಚೇತಾ ರಾಜೇಶ್, ಮುರಳೀಧರ್ ಹಾಗೂ ನಗರ ಠಾಣೆ ಪೊಲೀಸ್ ಸಿಬ್ಬಂದಿ ಹಾಜರಿದ್ದರು. [1165, 424, 1400, 503]
auto-rickshaw [966, 270, 1058, 362]
article-condolence [47, 1562, 363, 2210]
article-ambedkar-b [939, 983, 1162, 1210]
paragraph: ಜೊತೆಗಾರತ್ತಿದ್ದಂತೆ ಕಾರಾಗೃಹ ಸಿಬ್ಬಂದಿ ಜಗಳ ಬಿಡಿಸಿದ್ದಾರೆ. ವಕೀಲರ ನೇಮಕ ವಿಚಾರಣಾಧೀನ ಎಲ್ಲರ ನಡವೆ ಗಲಾಟೆ ನಡೆದಿದೆ. ನಾನು ಇಲ್ಲಿ ಇದ್ದರೆ ಸಾಯುವುದಾಗಿ ಅನುಕುಮಾರ್ ಹೇಳಿಕೊಂಡಿದ್ದಾರಂತೆ. ಅನುಕುಮಾರ್‌ಗೆ ಜಾಮೀನು ಸಿಗುತ್ತಿಲ್ಲ ಎಂಬುದು ಒಂದು ಕಡೆಯಾದರೆ, ದರ್ಶನ್ ಜೈಲಿನ ಚಿಕಿತ್ಸೆಯನ್ನು ತಡೆಯಲಾಗುತ್ತಿದ್ದು. ಇದು ಆವರದ ನಡುವೆಯೇ ವೈಮನಸ್ಯಕ್ಕೆ ಕಾರಣವಾಗಿ ಜಗಳ ನಡೆದಿದೆ ಎಂದು ಹೇಳಲಾಗುತ್ತಿದೆ. ಹೀಗಾಗಿ ದರ್ಶನ್ ಸೆಲ್ ಮೇಲಿನ ನಿಗಾವನ್ನು ಇನ್ನಷ್ಟು ಬಿಗಿಗೊಳಿಸಲಾಗಿದೆ. [47, 205, 363, 368]
paragraph: ವಾಹನ ಚಲಾಯಿಸುವಾಗ ಹೆಲ್ಮೆಟ್ ಧರಿಸುವುದರಿಂದ ಅಪಘಾತದ ವೇಳೆ ತಲೆಗೆ ಪೆಟ್ಟಾಗುವುದು ತಪ್ಪುತ್ತದೆ. ಪೊಲೀಸರು ನೀಡುವ ಸೂಚನೆಗಳನ್ನು ಅನುಸರಿಸಿ ಪಾಲಿಸಬೇಕು. ಮಕ್ಕಳಿಗೆ 18 ವರ್ಷದ ಒಳಗಿನವರ ವಾಹನ ಚಲಾಯಿಸುವುದು ಕೂಡ ಅಪರಾಧ. [938, 510, 1157, 631]
paragraph: ಉಪನ್ಯಾಸಕ ಮಹಿಬೂಬ್ ಮದ್ದಾಪೂರ ಸ್ವಾಗತಿಸಿದರು. ಪ್ರಾಧ್ಯಾಪಕ ಸೈಯದ್ ಮುಜೀಬ್ ಅಹ್ಮದ್ ವಂದಿಸಿದರು. [722, 2107, 1039, 2145]
masthead-logo [565, 45, 904, 102]
paragraph: ಎಂ.ಎ.ಎಚ್.ಮುಖೀತ್ ಪ್ರಾಸ್ತಾವಿಕ ಭಾಷಣ ಮಾಡಿದರು. [738, 2061, 989, 2079]
paragraph: ಕೇಂದ್ರ ಸಚಿವರಾಗಿದ್ದ ದಿ. ಎನ್.ರಾಜಶೇಖರಮೂರ್ತಿ ಅವರ 15ನೇ ವರ್ಷದ ಪುಣ್ಯಸ್ಮರಣೆಯ ಅಂಗವಾಗಿ ನಗರದ ಸಮೀಪದ ಮರಿಯಾಲದ ಶ್ರೀ ಮುರುಘರಾಜೇಂದ್ರಸ್ವಾಮಿ ವಿದ್ಯಾಸಂಸ್ಥೆಯಲ್ಲಿ ಆಯೋಜಿಸಿದ್ದ ಕಾರ್ಯಕ್ರಮದಲ್ಲಿ ಮಾತನಾಡಿದರು. [1056, 1470, 1400, 1550]
headline-condolence: ಅಗಲಿದ ಗಣ್ಯರಿಗೆ ಶ್ರದ್ಧಾಂಜಲಿ, ಕಲಾಪ ಮುಂದೂಡಿಕೆ [47, 1530, 363, 1561]
paragraph: ಗೀತೆಯ ವರ್ಷಾಚರಣೆಯ ಸ್ಮರಣಾರ್ಥ ನಡೆದ ಕಾರ್ಯಕ್ರಮದಲ್ಲಿ, 1937 ರ ಫೈಜಾಬಾದ್‌ನಲ್ಲಿ ನಡೆದ ಪಕ್ಷದ ಅಧಿವೇಶನದಲ್ಲಿ ಕಾಂಗ್ರೆಸ್ ಮೂಲ ಹಾಡಿನಿಂದ ಪ್ರಮುಖ ಚರಣಗಳನ್ನು ತೆಗೆದುಹಾಕಿದೆ ಎಂದು ಪ್ರಧಾನಿ ನರೇಂದ್ರ ಮೋದಿ ಆರೋಪಿಸಿದ್ದರು. [376, 1393, 701, 1473]
paragraph: ಕಾರ್ಯಕ್ರಮದಲ್ಲಿ ಮುಖಂಡರಾದ ಶ್ರೀನಿವಾಸ್, ಮಂಜುನಾಥ್ ಸೇರಿದಂತೆ ಸಾದಲಿ ಗ್ರಾಮದ ಅಂಬೇಡ್ಕರ್ ಅಭಿಮಾನಿಗಳು ಹಾಜರಿದ್ದರು. [1172, 1091, 1400, 1150]
article-helmet-b [938, 422, 1157, 667]
registration-marks-top [47, 16, 110, 30]
paragraph: ಕುಮಾರಸ್ವಾಮಿ ಅವರು, ಯಾರೋ ಬರೆದಿರುವ ಆ ಪುಸ್ತಕ ಕೇವಲ ಕಟ್ ಅಂಡ್ ಪೇಸ್ಟ್ ಅಷ್ಟೇ. ಬೇರೆ ಯಾವುದೋ ಪುಸ್ತಕದಲ್ಲಿ ಬರೆದಿರುವುದನ್ನು ಕತ್ತರಿಸಿ ಈ ಪುಸ್ತಕದಲ್ಲಿ ಅಂಟಿಸಿದ್ದಾರೆ. ನನಗೆ ಈ ಪುಸ್ತಕವನ್ನು ಯಾರೋ ತಂದುಕೊಟ್ಟರು. [47, 651, 363, 731]
headline-ambedkar: ಸಾದಲಿ ಗ್ರಾಮದಲ್ಲಿ ಡಾ.ಅಂಬೇಡ್ಕರ್ 69ನೇ ಮಹಾ ಪರಿನಿರ್ವಾಹಣ ದಿನ [713, 671, 1404, 712]
paragraph: ಇದಕ್ಕೆ ಹೆಲ್ಮೆಟ್ ಧರಿಸದಿರುವುದೇ ಮುಖ್ಯ ಕಾರಣ. ಹಾಗಾಗಿ ನಿಮ್ಮ ಮನೆಯವರು ಹಾಗೂ ನಿಮ್ಮನ್ನು ನಂಬಿದವರಾಗಿ ಹೆಲ್ಮೆಟ್ ಅನ್ನು ಕಡ್ಡಾಯವಾಗಿ ಧರಿಸಬೇಕು ಎಂದು ಹೇಳಿದರು. [938, 424, 1157, 503]
section-kicker [47, 117, 363, 145]
paragraph: ಹಸನ್ ಕುಟುಂಬದ ಸದಸ್ಯರಾದ ಸೈಯದ್ ಶಹಬಾಜ್ ಹಸನ್, ಸೈಯದ್ ಸರ್ಫರಾಜುಲ್ ಹಸನ್ ಹಾಜರಿದ್ದರು. [722, 2018, 1039, 2056]
headline-apprentice-fair: ಡಿ. 12ರಂದು ಮಾಣಿಯಲ್ಲಿ ಶಿಶಿಕ್ಷು ಮೇಳ [376, 582, 701, 614]
article-flights-cancelled [376, 2127, 701, 2573]
paragraph: ದೆಹಲಿಯ ಇಂಡಿಗೋದ ಅತಿದೊಡ್ಡ ಕೇಂದ್ರವಾದ ಟರ್ಮಿನಲ್ 1 ರಲ್ಲಿ, ಜನರು ಪ್ರಯಾಣಿಕರ ಹತ್ತಿರದಲ್ಲಿದ್ದ ಸಾಮಾನುಗಳನ್ನು ಸಾಲುಗಟ್ಟಿ ನಿಂತಿದ್ದಾರೆ. ಜನರು ಸೂಟ್‌ಕೇಸ್‌ಗಳ ಸಾಲುಗಳನ್ನು ಹುಡುಕುತ್ತಿದ್ದರು ಎಂದು ಹೇಳಲಾಗಿದೆ. [376, 2214, 701, 2294]
section-kicker-text: ಒಂದನೇ ಪುಟದಿಂದ [152, 121, 258, 141]
paragraph: ಅವರ ನಿಧನ ವೈಯಕ್ತಿಕವಾಗಿ ನನಗೆ ಹಾಗೂ ಕಾಂಗ್ರೆಸ್ ಪಕ್ಷಕ್ಕೆ ದೊಡ್ಡ ನಷ್ಟ ಎಂದರು. [47, 1691, 363, 1729]
paragraph: ರಾಜಶೇಖರಮೂರ್ತಿ ಅವರು ರಾಜಕಾರಣದಲ್ಲಿ ಶುದ್ಧ ಹಸ್ತರು, ರಾಜಕಾರಣದ ಜೊತೆಗೆ ಮಾನವೀಯ ಮೌಲ್ಯಗಳನ್ನು ಬೆಳೆಸಿಕೊಂಡವರು. ಶಿಕ್ಷಣ ಕ್ಷೇತ್ರದ ಅಭಿವೃದ್ಧಿಗೆ ಶ್ರಮಿಸಿದರು. ಆಗಿನ ಕಾಲದಲ್ಲಿ ಹಳ್ಳಿಗಾಡಿನ ಮಕ್ಕಳಿಗೆ ಶಿಕ್ಷಣ ನೀಡುವ ಉದ್ದೇಶದಿಂದ ಶಿಕ್ಷಣ ಸಂಸ್ಥೆಗಳನ್ನು ಸ್ಥಾಪಿಸಿದರು. [1056, 1556, 1400, 1636]
background-label: ಹಿನ್ನೆಲೆ: [391, 1328, 429, 1345]
paragraph: ಮತ್ತೆ ಒಂದಾಗಲು ಮತ್ತು ಎಲ್ಲರೊಂದಿಗೆ ಒಟ್ಟಾಗಿ ಚಲಿಸುವ ಸಮಯ ಬಂದಿದೆ. ಹಾಡು ನಮ್ಮ ಸ್ವಾತಂತ್ರ್ಯ ಹೋರಾಟಗಾರರ ಕನಸುಗಳನ್ನು ನನಸಾಗಿಸಲು ನಮಗೆ ಸ್ಫೂರ್ತಿ ಮತ್ತು ಶಕ್ತಿಯನ್ನು ನೀಡಬೇಕು. [376, 1176, 701, 1256]
people-group [939, 801, 1400, 979]
paragraph: ಅಧಿವೇಶನದಲ್ಲಿ 10 ದಿನಗಳನ್ನು ಉಪವೇಶನದಿನಗಳೆಂದು ನಿಗದಿಪಡಿಸಲಾಗಿದೆ. ಪ್ರಸಕ್ತ ಅಧಿವೇಶನಕ್ಕೆ ಇದುವರೆಗೆ ಒಟ್ಟು 1649 ಪ್ರಶ್ನೆಗಳನ್ನು ಸ್ವೀಕರಿಸಿದ್ದು, ಅವುಗಳಲ್ಲಿ 965 ಚುಕ್ಕೆ ಗುರುತಿನ ಹಾಗೂ 684 ಚುಕ್ಕೆ ರಹಿತ ಪ್ರಶ್ನೆಗಳಾಗಿವೆ. ನಿಯಮ 72ರಡಿ 112 ಸೂಚನೆಗಳನ್ನು ಸ್ವೀಕರಿಸಲಾಗಿದೆ. ನಿಯಮ 330 ರಡಿ 30 ಹಾಗೂ 84 ಸೂಚನೆಗಳನ್ನು ಸ್ವೀಕರಿಸಲಾಗಿದೆ. [376, 171, 701, 292]
kicker-horatti: ಕಲ್ಯಾಣ ಕರ್ನಾಟಕ ಭಾಗದ ಜ್ವಲಂತ ಸಮಸ್ಯೆಗಳ ವಿಶೇಷ ಚರ್ಚೆಗೆ ಮೀಸಲು: ಹೊರಟ್ಟಿ [389, 119, 687, 160]
article-ambedkar-c [1172, 983, 1400, 1210]
